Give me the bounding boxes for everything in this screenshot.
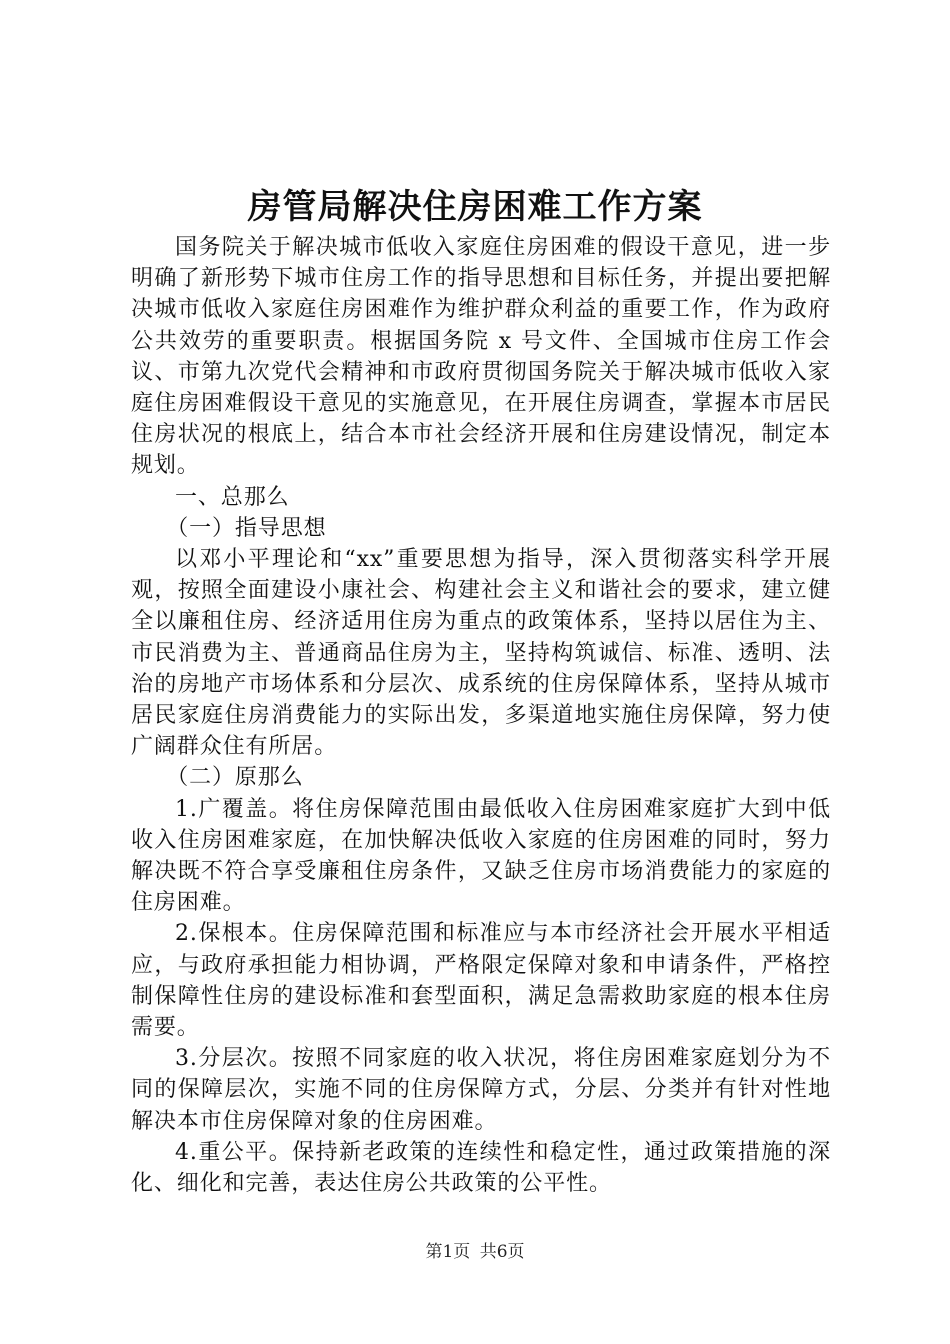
principle-item: 4.重公平。保持新老政策的连续性和稳定性，通过政策措施的深化、细化和完善，表达住房公共政策的公平性。 bbox=[131, 1139, 831, 1197]
page-total: 共6页 bbox=[479, 1242, 525, 1262]
document-title: 房管局解决住房困难工作方案 bbox=[247, 187, 703, 227]
page-number: 第1页 bbox=[425, 1242, 471, 1262]
subsection-heading-principles: （二）原那么 bbox=[166, 765, 304, 791]
principle-item: 1.广覆盖。将住房保障范围由最低收入住房困难家庭扩大到中低收入住房困难家庭，在加快解决低收入家庭的住房困难的同时，努力解决既不符合享受廉租住房条件，又缺乏住房市场消费能力的家庭的住房困难。 bbox=[131, 796, 831, 916]
section-heading-general: 一、总那么 bbox=[175, 484, 290, 510]
principle-item: 3.分层次。按照不同家庭的收入状况，将住房困难家庭划分为不同的保障层次，实施不同的住房保障方式，分层、分类并有针对性地解决本市住房保障对象的住房困难。 bbox=[131, 1046, 831, 1134]
guiding-thought-paragraph: 以邓小平理论和“xx”重要思想为指导，深入贯彻落实科学开展观，按照全面建设小康社会、构建社会主义和谐社会的要求，建立健全以廉租住房、经济适用住房为重点的政策体系，坚持以居住为主、市民消费为主、普通商品住房为主，坚持构筑诚信、标准、透明、法治的房地产市场体系和分层次、成系统的住房保障体系，坚持从城市居民家庭住房消费能力的实际出发，多渠道地实施住房保障，努力使广阔群众住有所居。 bbox=[131, 547, 831, 760]
document-body bbox=[131, 232, 831, 1199]
principle-item: 2.保根本。住房保障范围和标准应与本市经济社会开展水平相适应，与政府承担能力相协调，严格限定保障对象和申请条件，严格控制保障性住房的建设标准和套型面积，满足急需救助家庭的根本住房需要。 bbox=[131, 921, 831, 1041]
subsection-heading-guiding-thought: （一）指导思想 bbox=[166, 515, 327, 541]
page-footer bbox=[0, 1240, 950, 1264]
intro-paragraph: 国务院关于解决城市低收入家庭住房困难的假设干意见，进一步明确了新形势下城市住房工作的指导思想和目标任务，并提出要把解决城市低收入家庭住房困难作为维护群众利益的重要工作，作为政府公共效劳的重要职责。根据国务院 x 号文件、全国城市住房工作会议、市第九次党代会精神和市政府贯彻国务院关于解决城市低收入家庭住房困难假设干意见的实施意见，在开展住房调查，掌握本市居民住房状况的根底上，结合本市社会经济开展和住房建设情况，制定本规划。 bbox=[131, 235, 831, 479]
